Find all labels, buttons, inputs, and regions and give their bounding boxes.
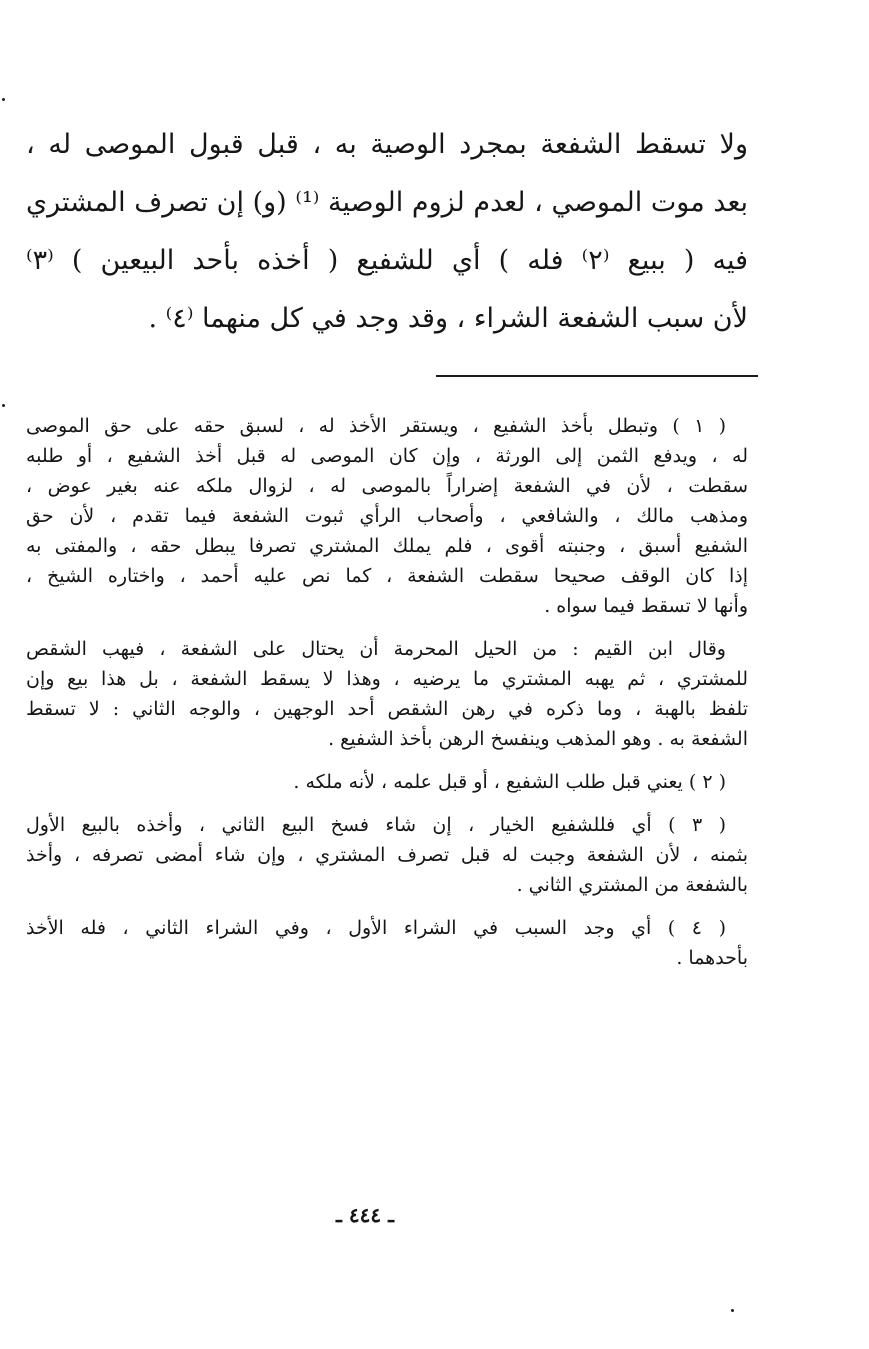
main-text-line: بعد موت الموصي ، لعدم لزوم الوصية ⁽¹⁾ (و) إن تصرف المشتري [26,187,748,218]
footnote-1-continued [26,634,748,754]
footnote-line: بثمنه ، لأن الشفعة وجبت له قبل تصرف المشتري ، وإن شاء أمضى تصرفه ، وأخذ [26,844,748,866]
footnote-line: بالشفعة من المشتري الثاني . [516,874,748,896]
footnote-separator [436,375,758,377]
footnote-line: ( ٤ ) أي وجد السبب في الشراء الأول ، وفي الشراء الثاني ، فله الأخذ [26,917,727,939]
footnote-line: الشفيع أسبق ، وجنبته أقوى ، فلم يملك المشتري تصرفا يبطل حقه ، والمفتى به [26,535,748,557]
scan-speck [2,404,5,407]
page-number: ـ ٤٤٤ ـ [336,1203,394,1227]
footnote-1 [26,411,748,621]
footnote-4 [26,913,748,973]
main-text-line: لأن سبب الشفعة الشراء ، وقد وجد في كل منهما ⁽٤⁾ . [148,303,748,334]
footnote-line: ( ١ ) وتبطل بأخذ الشفيع ، ويستقر الأخذ له ، لسبق حقه على حق الموصى [26,415,726,437]
footnote-line: تلفظ بالهبة ، وما ذكره في رهن الشقص أحد الوجهين ، والوجه الثاني : لا تسقط [26,698,748,720]
main-text-line: فيه ( ببيع ⁽٢⁾ فله ) أي للشفيع ( أخذه بأحد البيعين ) ⁽٣⁾ [26,245,748,276]
footnote-line: ( ٢ ) يعني قبل طلب الشفيع ، أو قبل علمه ، لأنه ملكه . [293,771,726,793]
footnote-line: له ، ويدفع الثمن إلى الورثة ، وإن كان الموصى له قبل أخذ الشفيع ، أو طلبه [26,445,748,467]
main-text [26,116,748,348]
footnote-3 [26,810,748,900]
footnote-line: إذا كان الوقف صحيحا سقطت الشفعة ، كما نص عليه أحمد ، واختاره الشيخ ، [26,565,748,587]
footnote-line: سقطت ، لأن في الشفعة إضراراً بالموصى له ، لزوال ملكه عنه بغير عوض ، [26,475,748,497]
scan-speck [731,1309,734,1312]
footnote-line: وقال ابن القيم : من الحيل المحرمة أن يحتال على الشفعة ، فيهب الشقص [26,638,726,660]
footnote-line: وأنها لا تسقط فيما سواه . [544,595,748,617]
footnote-line: بأحدهما . [676,947,748,969]
main-text-line: ولا تسقط الشفعة بمجرد الوصية به ، قبل قبول الموصى له ، [26,129,748,160]
footnotes [26,411,748,986]
footnote-line: ومذهب مالك ، والشافعي ، وأصحاب الرأي ثبوت الشفعة فيما تقدم ، لأن حق [26,505,748,527]
scan-speck [2,98,5,101]
footnote-line: ( ٣ ) أي فللشفيع الخيار ، إن شاء فسخ البيع الثاني ، وأخذه بالبيع الأول [26,814,727,836]
footnote-line: للمشتري ، ثم يهبه المشتري ما يرضيه ، وهذا لا يسقط الشفعة ، بل هذا بيع وإن [26,668,748,690]
footnote-line: الشفعة به . وهو المذهب وينفسخ الرهن بأخذ الشفيع . [328,728,748,750]
footnote-2 [26,767,748,797]
